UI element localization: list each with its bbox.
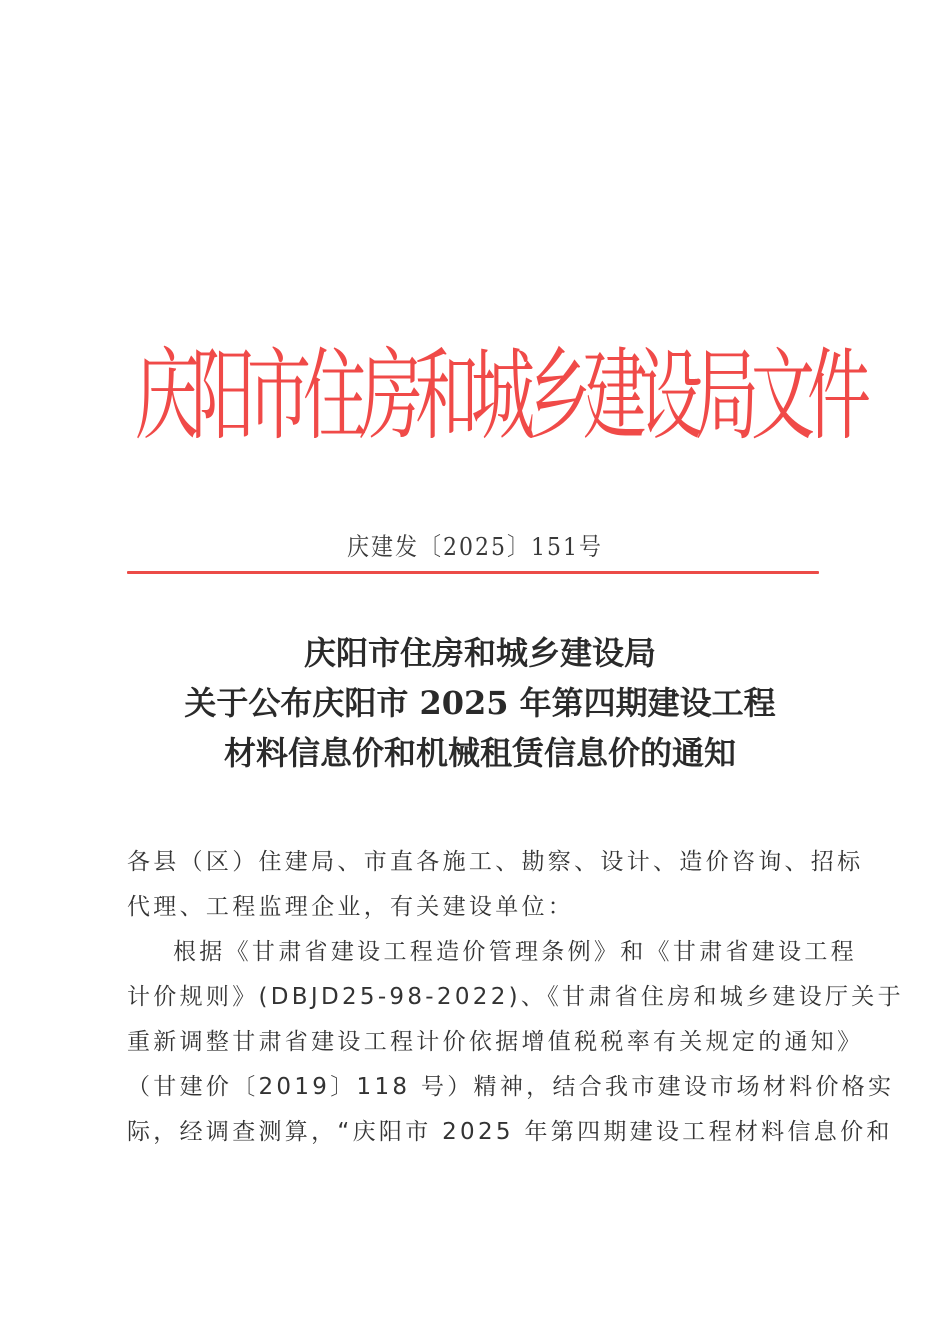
masthead-char: 市 <box>247 339 311 455</box>
masthead-char: 建 <box>583 339 647 455</box>
masthead-char: 住 <box>303 339 367 455</box>
masthead-char: 局 <box>695 339 759 455</box>
masthead-char: 文 <box>751 339 815 455</box>
masthead-char: 阳 <box>191 339 255 455</box>
paragraph-line: （甘建价〔2019〕118 号）精神，结合我市建设市场材料价格实 <box>127 1074 895 1100</box>
notice-title <box>0 628 950 778</box>
paragraph-line: 根据《甘肃省建设工程造价管理条例》和《甘肃省建设工程 <box>173 939 857 965</box>
masthead-title <box>135 298 871 476</box>
salutation-line: 代理、工程监理企业，有关建设单位： <box>127 894 575 920</box>
masthead-char: 件 <box>807 339 871 455</box>
paragraph-line: 际，经调查测算，“庆阳市 2025 年第四期建设工程材料信息价和 <box>127 1119 893 1145</box>
masthead-char: 城 <box>471 339 535 455</box>
masthead-char: 和 <box>415 339 479 455</box>
title-line: 材料信息价和机械租赁信息价的通知 <box>223 734 736 772</box>
title-line: 关于公布庆阳市 2025 年第四期建设工程 <box>184 684 776 722</box>
title-line: 庆阳市住房和城乡建设局 <box>303 634 656 672</box>
notice-body <box>127 840 904 1155</box>
paragraph-line: 计价规则》(DBJD25-98-2022)、《甘肃省住房和城乡建设厅关于 <box>127 984 904 1010</box>
salutation-line: 各县（区）住建局、市直各施工、勘察、设计、造价咨询、招标 <box>127 849 864 875</box>
masthead-char: 庆 <box>135 339 199 455</box>
paragraph-line: 重新调整甘肃省建设工程计价依据增值税税率有关规定的通知》 <box>127 1029 864 1055</box>
masthead-char: 乡 <box>527 339 591 455</box>
document-number: 庆建发〔2025〕151号 <box>347 533 603 562</box>
masthead-char: 房 <box>359 339 423 455</box>
masthead-char: 设 <box>639 339 703 455</box>
red-divider-rule <box>127 571 819 574</box>
